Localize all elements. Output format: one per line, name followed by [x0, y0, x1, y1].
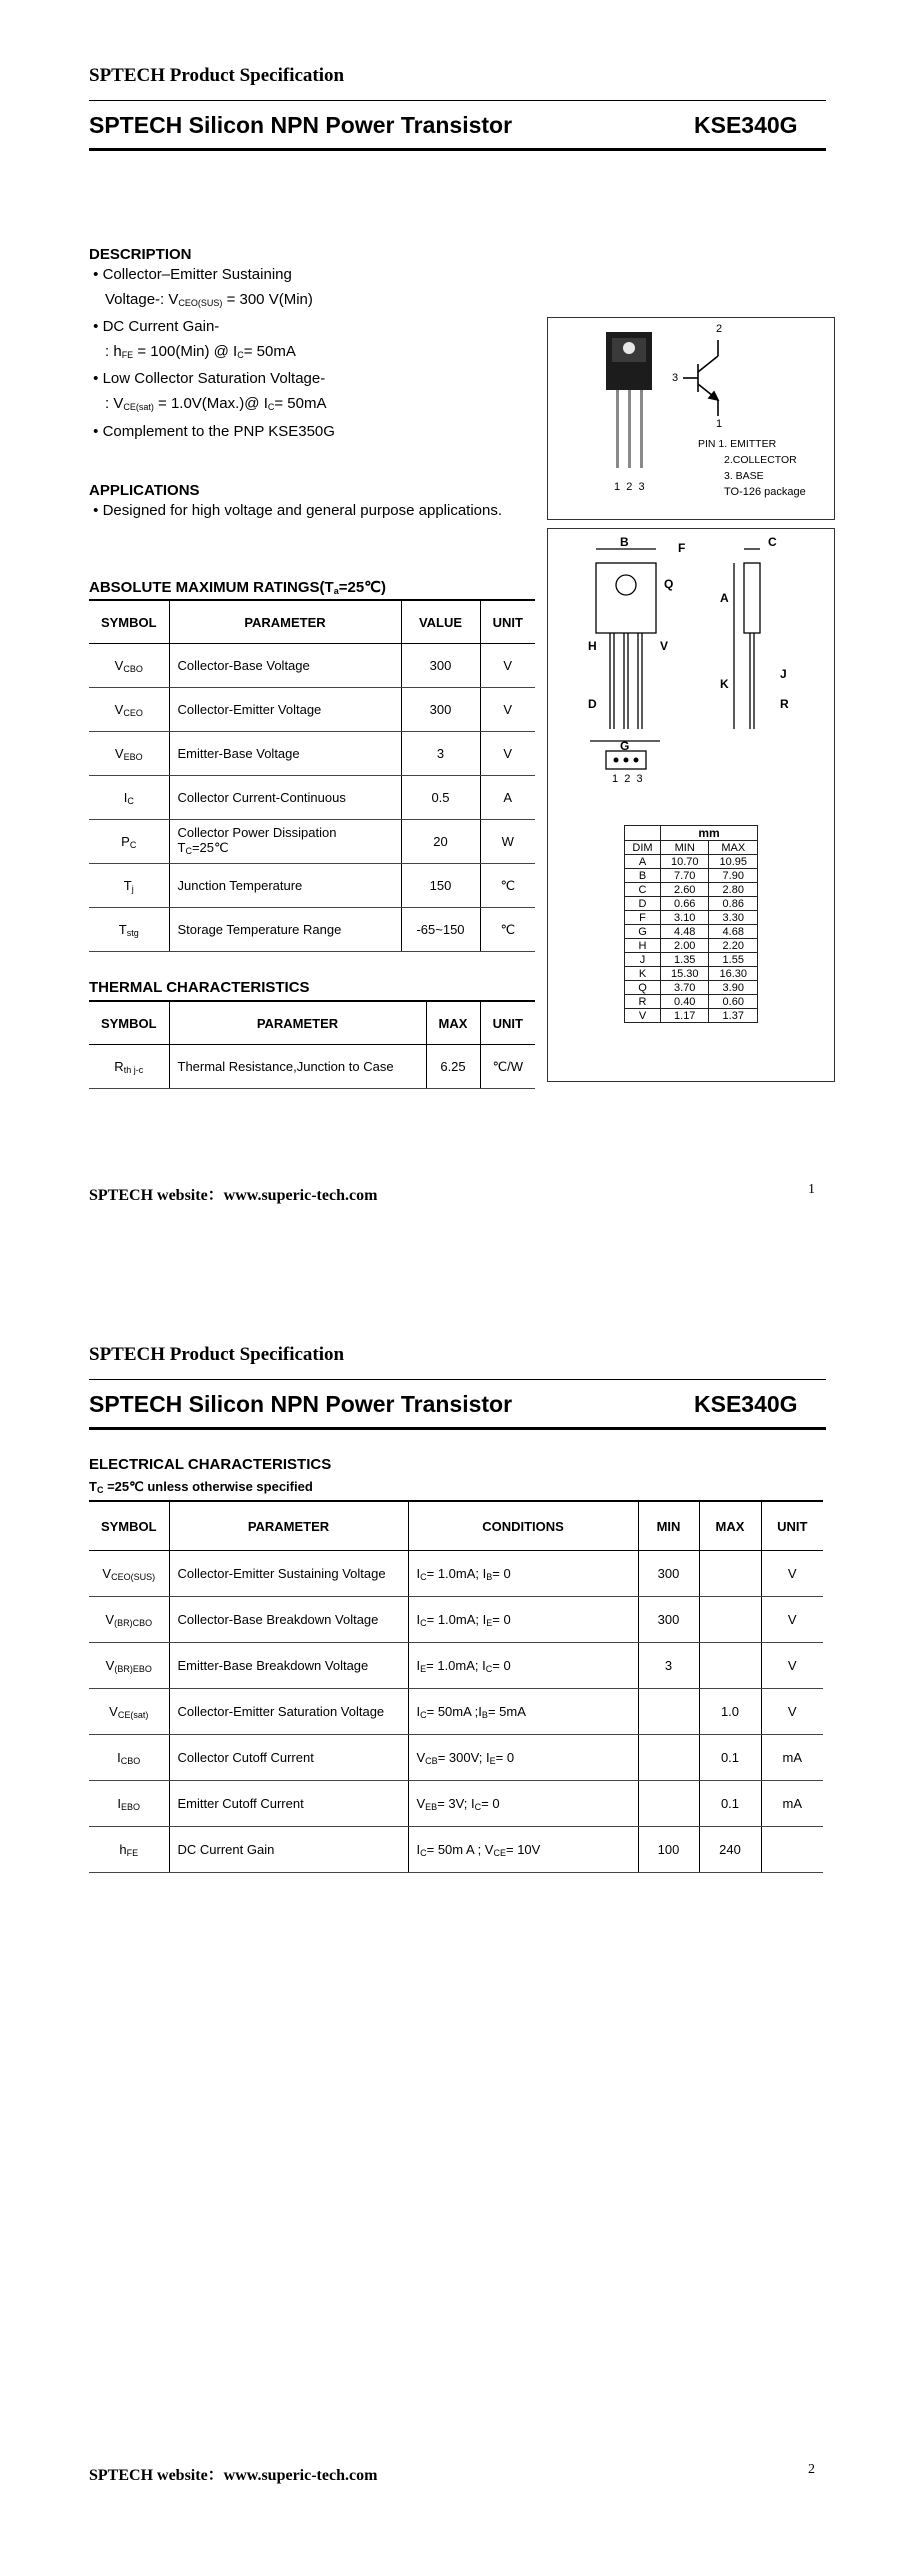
parameter-cell: Emitter-Base Voltage	[169, 732, 401, 776]
table-row	[625, 995, 758, 1009]
max-cell	[699, 1551, 761, 1597]
dim-cell: D	[625, 897, 661, 911]
unit-cell: V	[761, 1689, 823, 1735]
parameter-cell: Thermal Resistance,Junction to Case	[169, 1045, 426, 1089]
package-name: TO-126 package	[724, 486, 806, 498]
dim-cell: J	[625, 953, 661, 967]
max-cell: 3.30	[709, 911, 758, 925]
min-cell: 2.60	[660, 883, 709, 897]
max-cell: 7.90	[709, 869, 758, 883]
value-cell: -65~150	[401, 908, 480, 952]
symbol-cell: $I_{EBO}$	[89, 1781, 169, 1827]
table-row	[89, 1643, 823, 1689]
header-rule-thin	[89, 1379, 826, 1380]
dim-label-d: D	[588, 697, 597, 711]
elec-col-conditions: CONDITIONS	[408, 1501, 638, 1551]
table-row	[625, 911, 758, 925]
value-cell: 3	[401, 732, 480, 776]
abs-max-header-row	[89, 600, 535, 644]
dimension-table	[624, 825, 758, 1023]
dim-label-a: A	[720, 591, 729, 605]
unit-cell: mA	[761, 1781, 823, 1827]
unit-cell: A	[480, 776, 535, 820]
value-cell: 150	[401, 864, 480, 908]
symbol-cell: $V_{EBO}$	[89, 732, 169, 776]
min-cell: 3.10	[660, 911, 709, 925]
symbol-cell: $I_{CBO}$	[89, 1735, 169, 1781]
max-cell	[699, 1597, 761, 1643]
dim-label-b: B	[620, 535, 629, 549]
page1-page-number: 1	[808, 1182, 815, 1197]
conditions-cell: $I_C= 50m$ A ; $V_{CE}= 10V$	[408, 1827, 638, 1873]
value-cell: 20	[401, 820, 480, 864]
table-row	[625, 981, 758, 995]
symbol-cell: $P_C$	[89, 820, 169, 864]
unit-cell: ℃	[480, 908, 535, 952]
description-heading: DESCRIPTION	[89, 246, 192, 263]
max-cell: 1.37	[709, 1009, 758, 1023]
max-cell: 4.68	[709, 925, 758, 939]
parameter-cell: Emitter-Base Breakdown Voltage	[169, 1643, 408, 1689]
table-row	[89, 644, 535, 688]
table-row	[89, 1735, 823, 1781]
dim-label-h: H	[588, 639, 597, 653]
dim-cell: R	[625, 995, 661, 1009]
thermal-col-symbol: SYMBOL	[89, 1001, 169, 1045]
conditions-cell: $I_C= 1.0mA$; $I_E= 0$	[408, 1597, 638, 1643]
table-row	[89, 1827, 823, 1873]
min-cell	[638, 1735, 699, 1781]
elec-subheading: $T_C$ =25℃ unless otherwise specified	[89, 1479, 313, 1495]
symbol-cell: $V_{CEO(SUS)}$	[89, 1551, 169, 1597]
dim-cell: F	[625, 911, 661, 925]
elec-header-row	[89, 1501, 823, 1551]
table-row	[89, 1551, 823, 1597]
elec-col-min: MIN	[638, 1501, 699, 1551]
max-cell: 16.30	[709, 967, 758, 981]
max-cell: 0.1	[699, 1735, 761, 1781]
parameter-cell: Emitter Cutoff Current	[169, 1781, 408, 1827]
parameter-cell: Collector-Base Breakdown Voltage	[169, 1597, 408, 1643]
description-bullet-2-detail: : $h_{FE} = 100(Min)$ @ $I_C= 50mA$	[105, 342, 296, 360]
dim-label-r: R	[780, 697, 789, 711]
parameter-cell: Collector Cutoff Current	[169, 1735, 408, 1781]
abs-max-col-unit: UNIT	[480, 600, 535, 644]
table-row	[89, 1045, 535, 1089]
value-cell: 0.5	[401, 776, 480, 820]
symbol-cell: $T_j$	[89, 864, 169, 908]
max-cell: 1.0	[699, 1689, 761, 1735]
conditions-cell: $V_{CB}= 300V$; $I_E= 0$	[408, 1735, 638, 1781]
min-cell	[638, 1781, 699, 1827]
drawing-leg-labels: 1 2 3	[612, 773, 643, 785]
unit-cell: V	[480, 644, 535, 688]
table-row	[89, 1781, 823, 1827]
pin-3-label: 3	[672, 372, 679, 384]
max-cell: 0.1	[699, 1781, 761, 1827]
min-cell: 0.66	[660, 897, 709, 911]
page2-page-number: 2	[808, 2462, 815, 2477]
package-picture-box	[547, 317, 835, 520]
header-rule-thick	[89, 148, 826, 151]
min-cell: 15.30	[660, 967, 709, 981]
min-cell: 1.17	[660, 1009, 709, 1023]
min-cell: 300	[638, 1597, 699, 1643]
min-cell: 3.70	[660, 981, 709, 995]
description-body	[89, 263, 549, 444]
dim-cell: C	[625, 883, 661, 897]
conditions-cell: $I_C= 50mA$ $;I_B= 5mA$	[408, 1689, 638, 1735]
table-row	[89, 1689, 823, 1735]
symbol-cell: $V_{CE(sat)}$	[89, 1689, 169, 1735]
dimension-drawing-box	[547, 528, 835, 1082]
photo-leg-labels: 1 2 3	[614, 481, 645, 493]
thermal-header-row	[89, 1001, 535, 1045]
thermal-col-parameter: PARAMETER	[169, 1001, 426, 1045]
max-cell: 240	[699, 1827, 761, 1873]
elec-heading: ELECTRICAL CHARACTERISTICS	[89, 1456, 332, 1473]
conditions-cell: $V_{EB}= 3V$; $I_C= 0$	[408, 1781, 638, 1827]
table-row	[89, 908, 535, 952]
applications-section	[89, 482, 549, 524]
pin-list: PIN 1. EMITTER 2.COLLECTOR 3. BASE TO-126 package	[698, 438, 806, 498]
dim-label-k: K	[720, 677, 729, 691]
symbol-cell: $V_{(BR)EBO}$	[89, 1643, 169, 1689]
elec-col-parameter: PARAMETER	[169, 1501, 408, 1551]
description-section	[89, 246, 549, 444]
symbol-cell: $V_{CBO}$	[89, 644, 169, 688]
conditions-cell: $I_E= 1.0mA$; $I_C= 0$	[408, 1643, 638, 1689]
elec-table	[89, 1500, 823, 1873]
header-rule-thick	[89, 1427, 826, 1430]
table-row	[89, 732, 535, 776]
min-cell: 4.48	[660, 925, 709, 939]
max-cell	[699, 1643, 761, 1689]
header-rule-thin	[89, 100, 826, 101]
max-cell: 0.86	[709, 897, 758, 911]
max-cell: 0.60	[709, 995, 758, 1009]
parameter-cell: Collector-Emitter Saturation Voltage	[169, 1689, 408, 1735]
symbol-cell: $V_{(BR)CBO}$	[89, 1597, 169, 1643]
description-bullet-2: • DC Current Gain-	[89, 318, 220, 336]
min-cell: 300	[638, 1551, 699, 1597]
thermal-col-max: MAX	[426, 1001, 480, 1045]
min-cell: 7.70	[660, 869, 709, 883]
symbol-cell: $T_{stg}$	[89, 908, 169, 952]
front-view-body	[596, 563, 656, 633]
dim-cell: B	[625, 869, 661, 883]
min-cell: 2.00	[660, 939, 709, 953]
parameter-cell: Collector-Emitter Sustaining Voltage	[169, 1551, 408, 1597]
dim-cell: H	[625, 939, 661, 953]
parameter-cell: Collector Power Dissipation $T_C=25℃$	[169, 820, 401, 864]
symbol-cell: $V_{CEO}$	[89, 688, 169, 732]
pin-1-label: 1	[716, 418, 723, 430]
description-bullet-1-detail: Voltage-: $V_{CEO(SUS)} = 300$ V(Min)	[105, 290, 313, 308]
table-row	[625, 883, 758, 897]
page2-header-company: SPTECH Product Specification	[89, 1344, 345, 1365]
max-cell: 2.80	[709, 883, 758, 897]
thermal-heading: THERMAL CHARACTERISTICS	[89, 979, 310, 996]
dim-label-q: Q	[664, 577, 674, 591]
abs-max-col-value: VALUE	[401, 600, 480, 644]
table-row	[89, 776, 535, 820]
table-row	[625, 939, 758, 953]
dim-label-c: C	[768, 535, 777, 549]
min-cell: 3	[638, 1643, 699, 1689]
max-cell: 6.25	[426, 1045, 480, 1089]
min-cell	[638, 1689, 699, 1735]
unit-cell: mA	[761, 1735, 823, 1781]
abs-max-heading: ABSOLUTE MAXIMUM $RATINGS(T_a=25℃)$	[89, 579, 387, 596]
page1-title: SPTECH Silicon NPN Power Transistor	[89, 112, 513, 138]
outline-drawing	[548, 529, 834, 799]
table-row	[625, 897, 758, 911]
max-cell: 1.55	[709, 953, 758, 967]
page1-footer: SPTECH website：www.superic-tech.com	[89, 1187, 378, 1204]
dim-cell: K	[625, 967, 661, 981]
parameter-cell: Storage Temperature Range	[169, 908, 401, 952]
table-row	[625, 869, 758, 883]
table-row	[625, 967, 758, 981]
unit-cell: ℃/W	[480, 1045, 535, 1089]
table-row	[625, 1009, 758, 1023]
unit-cell: V	[761, 1551, 823, 1597]
page2-footer: SPTECH website：www.superic-tech.com	[89, 2467, 378, 2484]
dimension-table-rows	[625, 855, 758, 1023]
unit-cell: V	[480, 732, 535, 776]
min-cell: 1.35	[660, 953, 709, 967]
table-row	[625, 925, 758, 939]
pin-2-label: 2	[716, 323, 723, 335]
max-cell: 3.90	[709, 981, 758, 995]
elec-col-symbol: SYMBOL	[89, 1501, 169, 1551]
transistor-photo	[606, 332, 652, 468]
conditions-cell: $I_C= 1.0mA$; $I_B= 0$	[408, 1551, 638, 1597]
min-cell: 0.40	[660, 995, 709, 1009]
page1-header-company: SPTECH Product Specification	[89, 65, 345, 86]
applications-bullet-1: • Designed for high voltage and general purpose applications.	[89, 502, 503, 519]
dim-cell: G	[625, 925, 661, 939]
side-view-body	[744, 563, 760, 633]
symbol-cell: $R_{th j-c}$	[89, 1045, 169, 1089]
page2-part-number: KSE340G	[694, 1391, 798, 1417]
description-bullet-4: • Complement to the PNP KSE350G	[89, 422, 335, 440]
min-cell: 100	[638, 1827, 699, 1873]
unit-cell: V	[480, 688, 535, 732]
description-bullet-3: • Low Collector Saturation Voltage-	[89, 370, 326, 388]
symbol-cell: $h_{FE}$	[89, 1827, 169, 1873]
parameter-cell: DC Current Gain	[169, 1827, 408, 1873]
dim-cell: Q	[625, 981, 661, 995]
applications-heading: APPLICATIONS	[89, 482, 200, 499]
thermal-table	[89, 1000, 535, 1089]
value-cell: 300	[401, 688, 480, 732]
abs-max-col-symbol: SYMBOL	[89, 600, 169, 644]
dim-label-j: J	[780, 667, 787, 681]
parameter-cell: Collector Current-Continuous	[169, 776, 401, 820]
table-row	[89, 1597, 823, 1643]
dim-label-v: V	[660, 639, 669, 653]
symbol-cell: $I_C$	[89, 776, 169, 820]
elec-col-unit: UNIT	[761, 1501, 823, 1551]
max-cell: 2.20	[709, 939, 758, 953]
description-bullet-1: • Collector–Emitter Sustaining	[89, 266, 292, 283]
value-cell: 300	[401, 644, 480, 688]
abs-max-table	[89, 599, 535, 952]
table-row	[89, 688, 535, 732]
unit-cell: W	[480, 820, 535, 864]
npn-transistor-symbol	[683, 340, 718, 416]
table-row	[625, 953, 758, 967]
min-cell: 10.70	[660, 855, 709, 869]
table-row	[89, 864, 535, 908]
unit-cell: ℃	[480, 864, 535, 908]
dim-label-f: F	[678, 541, 686, 555]
max-cell: 10.95	[709, 855, 758, 869]
thermal-col-unit: UNIT	[480, 1001, 535, 1045]
dimension-table-title: mm	[660, 826, 757, 841]
dimension-table-header: DIM MIN MAX	[625, 841, 758, 855]
abs-max-col-parameter: PARAMETER	[169, 600, 401, 644]
unit-cell: V	[761, 1643, 823, 1689]
table-row	[89, 820, 535, 864]
elec-col-max: MAX	[699, 1501, 761, 1551]
page2-title: SPTECH Silicon NPN Power Transistor	[89, 1391, 513, 1417]
dim-label-g: G	[620, 739, 630, 753]
parameter-cell: Collector-Base Voltage	[169, 644, 401, 688]
description-bullet-3-detail: : $V_{CE(sat)}$ = 1.0V(Max.)@ $I_C= 50mA$	[105, 394, 327, 412]
elec-table-body	[89, 1551, 823, 1873]
page1-part-number: KSE340G	[694, 112, 798, 138]
table-row	[625, 855, 758, 869]
dim-cell: A	[625, 855, 661, 869]
unit-cell: V	[761, 1597, 823, 1643]
dim-cell: V	[625, 1009, 661, 1023]
unit-cell	[761, 1827, 823, 1873]
parameter-cell: Junction Temperature	[169, 864, 401, 908]
parameter-cell: Collector-Emitter Voltage	[169, 688, 401, 732]
